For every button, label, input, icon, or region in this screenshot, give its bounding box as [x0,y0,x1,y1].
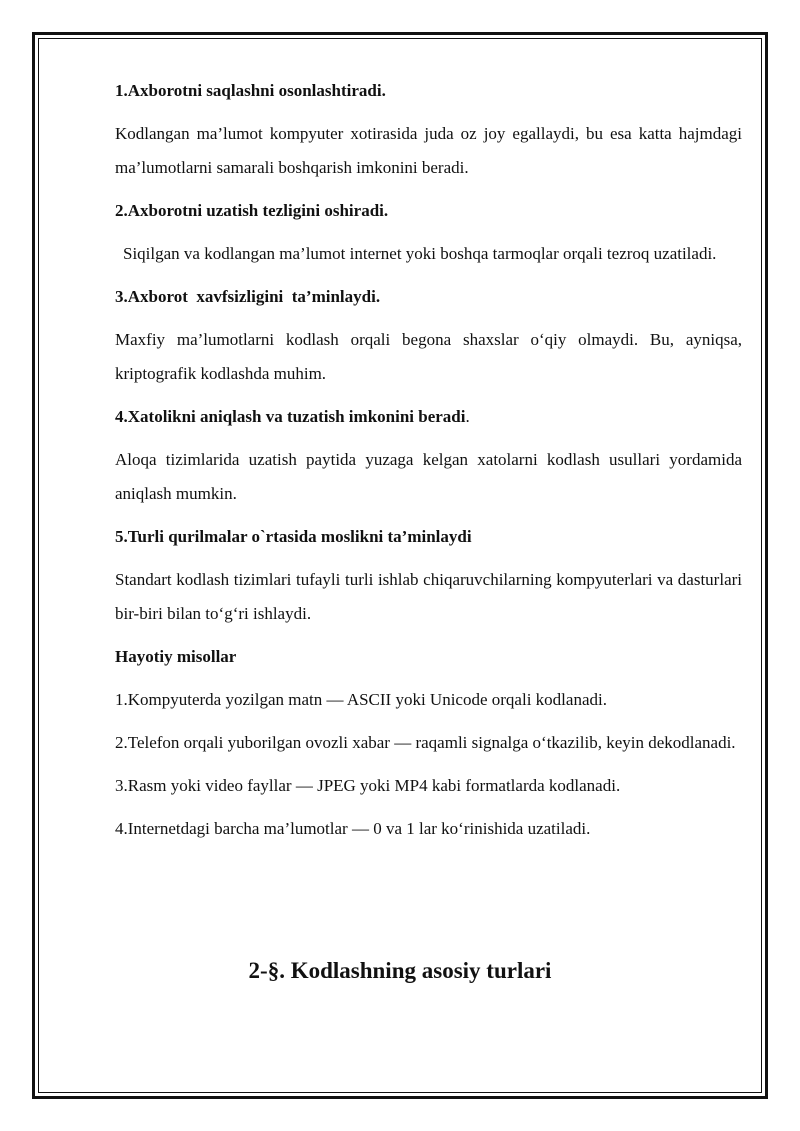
benefit-heading-3: 3.Axborot xavfsizligini ta’minlaydi. [115,287,381,306]
benefit-paragraph-4: Aloqa tizimlarida uzatish paytida yuzaga kelgan xatolarni kodlash usullari yordamida aniqlash mumkin. [115,450,742,503]
document-body [115,74,742,855]
section-title: 2-§. Kodlashning asosiy turlari [248,958,552,983]
benefit-heading-5: 5.Turli qurilmalar o`rtasida moslikni ta’minlaydi [115,527,472,546]
benefit-heading-2: 2.Axborotni uzatish tezligini oshiradi. [115,201,389,220]
benefit-paragraph-3: Maxfiy ma’lumotlarni kodlash orqali begona shaxslar o‘qiy olmaydi. Bu, ayniqsa, kriptografik kodlashda muhim. [115,330,742,383]
example-item-4: 4.Internetdagi barcha ma’lumotlar — 0 va 1 lar ko‘rinishida uzatiladi. [115,819,591,838]
example-item-3: 3.Rasm yoki video fayllar — JPEG yoki MP4 kabi formatlarda kodlanadi. [115,776,621,795]
examples-heading: Hayotiy misollar [115,647,237,666]
benefit-heading-1: 1.Axborotni saqlashni osonlashtiradi. [115,81,386,100]
benefit-paragraph-1: Kodlangan ma’lumot kompyuter xotirasida juda oz joy egallaydi, bu esa katta hajmdagi ma’lumotlarni samarali boshqarish imkonini beradi. [115,124,742,177]
benefit-paragraph-2: Siqilgan va kodlangan ma’lumot internet yoki boshqa tarmoqlar orqali tezroq uzatiladi. [123,244,717,263]
benefit-paragraph-5: Standart kodlash tizimlari tufayli turli ishlab chiqaruvchilarning kompyuterlari va dasturlari bir-biri bilan to‘g‘ri ishlaydi. [115,570,742,623]
benefit-heading-4: 4.Xatolikni aniqlash va tuzatish imkonini beradi. [115,407,470,426]
example-item-2: 2.Telefon orqali yuborilgan ovozli xabar — raqamli signalga o‘tkazilib, keyin dekodlanadi. [115,733,736,752]
example-item-1: 1.Kompyuterda yozilgan matn — ASCII yoki Unicode orqali kodlanadi. [115,690,607,709]
